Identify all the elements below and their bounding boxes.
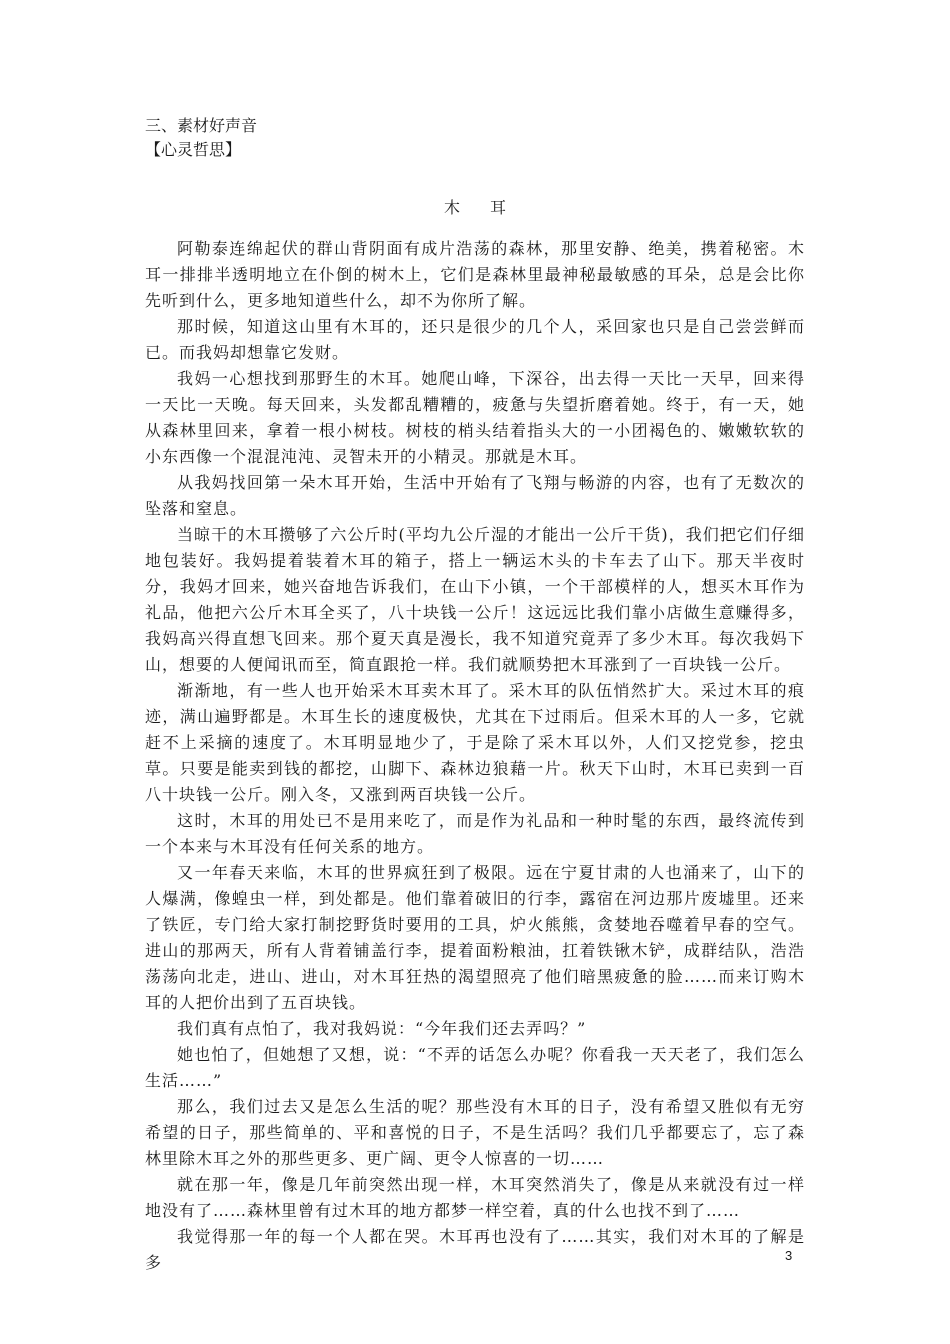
paragraph: 当晾干的木耳攒够了六公斤时(平均九公斤湿的才能出一公斤干货)，我们把它们仔细地包装好。我妈提着装着木耳的箱子，搭上一辆运木头的卡车去了山下。那天半夜时分，我妈才回来，她兴奋地告诉我们，在山下小镇，一个干部模样的人，想买木耳作为礼品，他把六公斤木耳全买了，八十块钱一公斤！这远远比我们靠小店做生意赚得多，我妈高兴得直想飞回来。那个夏天真是漫长，我不知道究竟弄了多少木耳。每次我妈下山，想要的人便闻讯而至，简直跟抢一样。我们就顺势把木耳涨到了一百块钱一公斤。 [145,525,805,674]
article-title: 木耳 [443,198,536,217]
paragraph: 那时候，知道这山里有木耳的，还只是很少的几个人，采回家也只是自己尝尝鲜而已。而我妈却想靠它发财。 [145,317,805,362]
paragraph: 我们真有点怕了，我对我妈说：“今年我们还去弄吗？” [177,1019,587,1038]
article-body [145,236,805,1276]
section-subheading: 【心灵哲思】 [145,140,242,159]
paragraph: 渐渐地，有一些人也开始采木耳卖木耳了。采木耳的队伍悄然扩大。采过木耳的痕迹，满山遍野都是。木耳生长的速度极快，尤其在下过雨后。但采木耳的人一多，它就赶不上采摘的速度了。木耳明显地少了，于是除了采木耳以外，人们又挖党参，挖虫草。只要是能卖到钱的都挖，山脚下、森林边狼藉一片。秋天下山时，木耳已卖到一百八十块钱一公斤。刚入冬，又涨到两百块钱一公斤。 [145,681,805,804]
paragraph: 那么，我们过去又是怎么生活的呢？那些没有木耳的日子，没有希望又胜似有无穷希望的日子，那些简单的、平和喜悦的日子，不是生活吗？我们几乎都要忘了，忘了森林里除木耳之外的那些更多、更广阔、更令人惊喜的一切…… [145,1097,805,1168]
document-page [145,114,805,1276]
paragraph: 阿勒泰连绵起伏的群山背阴面有成片浩荡的森林，那里安静、绝美，携着秘密。木耳一排排半透明地立在仆倒的树木上，它们是森林里最神秘最敏感的耳朵，总是会比你先听到什么，更多地知道些什么，却不为你所了解。 [145,239,805,310]
paragraph: 她也怕了，但她想了又想，说：“不弄的话怎么办呢？你看我一天天老了，我们怎么生活……” [145,1045,805,1090]
paragraph: 这时，木耳的用处已不是用来吃了，而是作为礼品和一种时髦的东西，最终流传到一个本来与木耳没有任何关系的地方。 [145,811,805,856]
paragraph: 我妈一心想找到那野生的木耳。她爬山峰，下深谷，出去得一天比一天早，回来得一天比一天晚。每天回来，头发都乱糟糟的，疲惫与失望折磨着她。终于，有一天，她从森林里回来，拿着一根小树枝。树枝的梢头结着指头大的一小团褐色的、嫩嫩软软的小东西像一个混混沌沌、灵智未开的小精灵。那就是木耳。 [145,369,805,466]
paragraph: 又一年春天来临，木耳的世界疯狂到了极限。远在宁夏甘肃的人也涌来了，山下的人爆满，像蝗虫一样，到处都是。他们靠着破旧的行李，露宿在河边那片废墟里。还来了铁匠，专门给大家打制挖野货时要用的工具，炉火熊熊，贪婪地吞噬着早春的空气。进山的那两天，所有人背着铺盖行李，提着面粉粮油，扛着铁锹木铲，成群结队，浩浩荡荡向北走，进山、进山，对木耳狂热的渴望照亮了他们暗黑疲惫的脸……而来订购木耳的人把价出到了五百块钱。 [145,863,805,1012]
section-heading: 三、素材好声音 [145,116,258,135]
page-number: 3 [785,1248,793,1263]
paragraph: 从我妈找回第一朵木耳开始，生活中开始有了飞翔与畅游的内容，也有了无数次的坠落和窒息。 [145,473,805,518]
paragraph: 我觉得那一年的每一个人都在哭。木耳再也没有了……其实，我们对木耳的了解是多 [145,1227,805,1272]
paragraph: 就在那一年，像是几年前突然出现一样，木耳突然消失了，像是从来就没有过一样地没有了……森林里曾有过木耳的地方都梦一样空着，真的什么也找不到了…… [145,1175,805,1220]
